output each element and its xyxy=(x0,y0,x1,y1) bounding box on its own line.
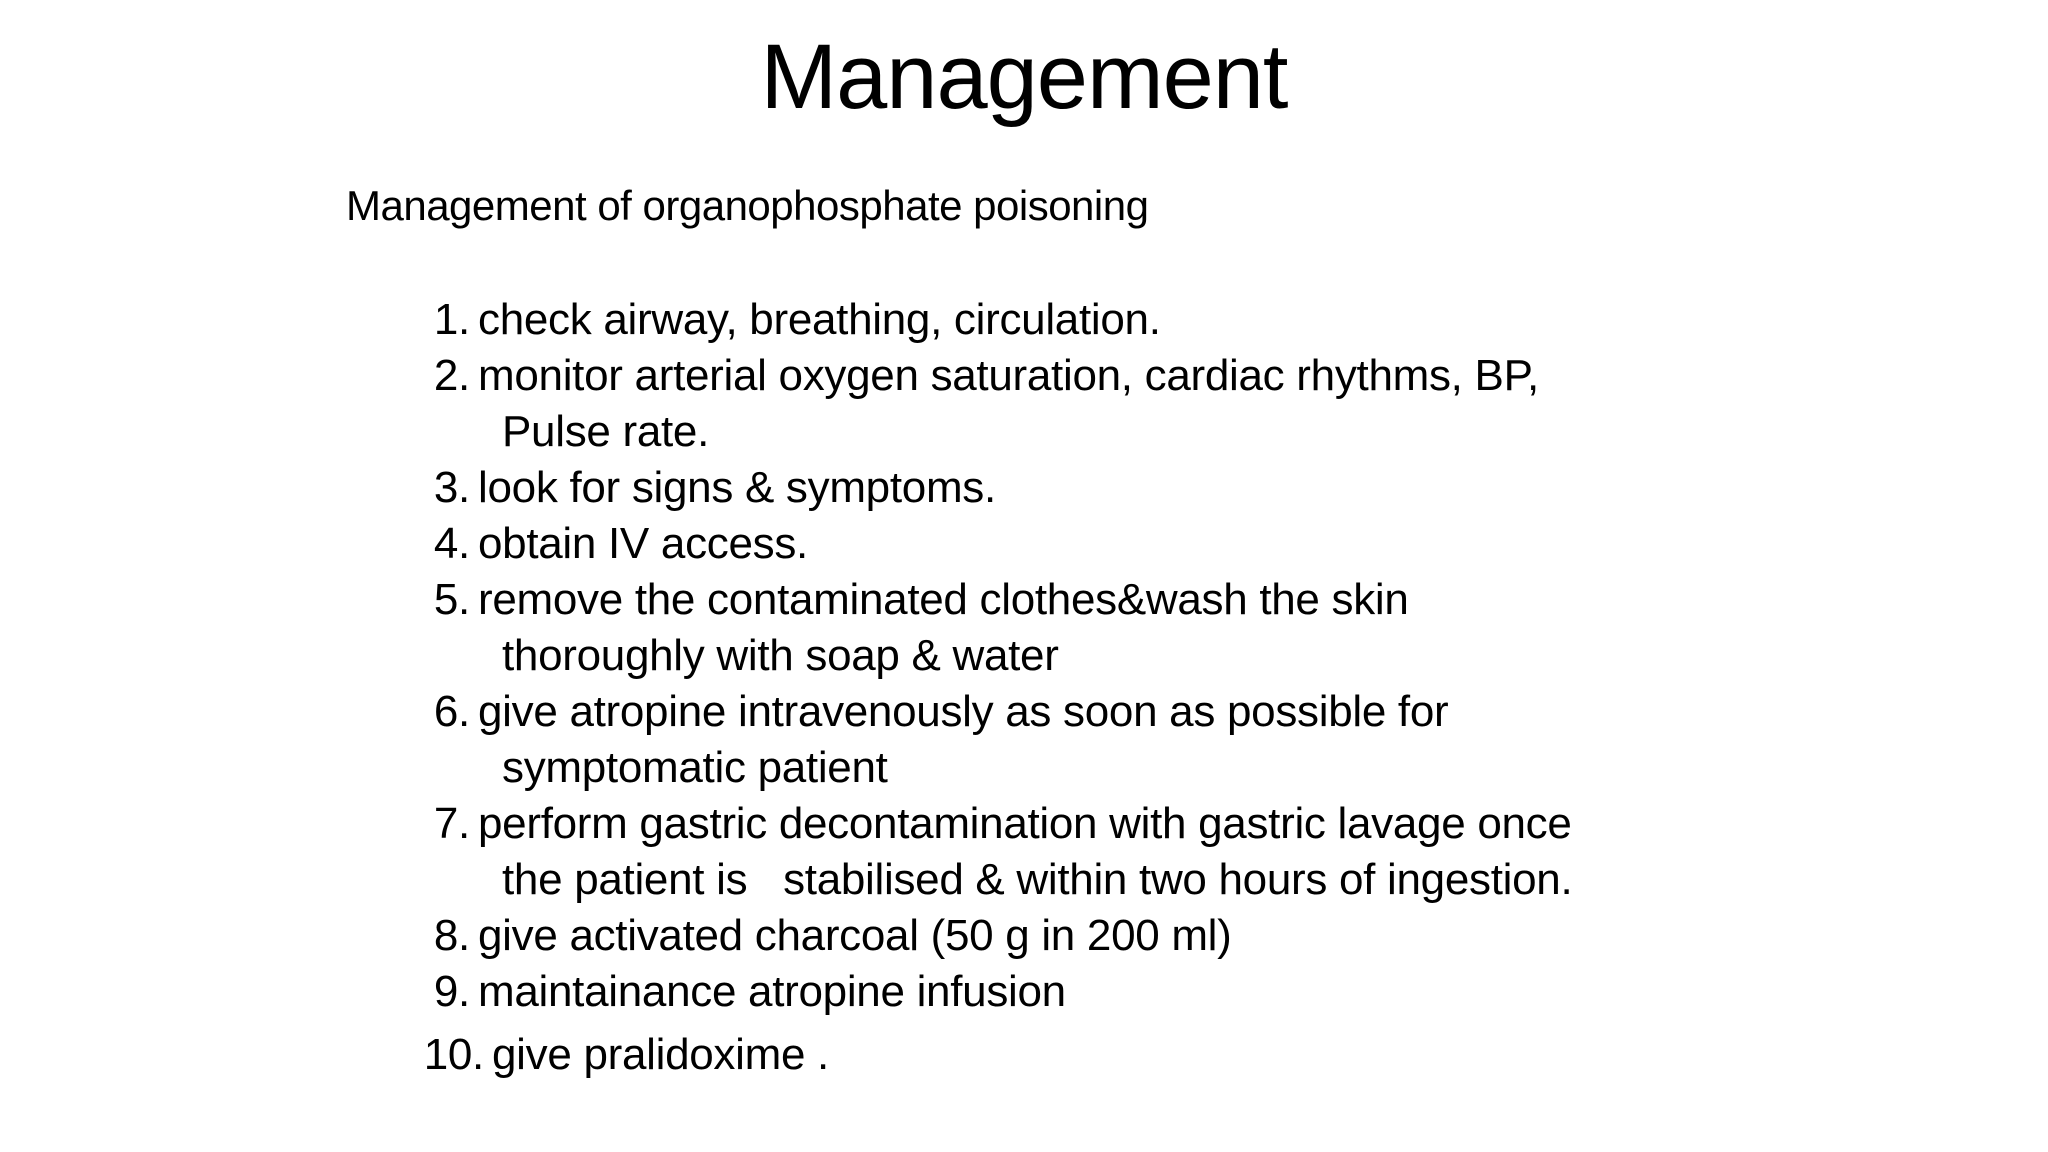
step-number: 3. xyxy=(433,463,470,512)
step-text-continued: Pulse rate. xyxy=(502,407,710,456)
step-item xyxy=(0,460,2048,516)
step-number: 1. xyxy=(433,295,470,344)
step-item xyxy=(0,292,2048,348)
step-text: perform gastric decontamination with gastric lavage once xyxy=(478,799,1572,848)
slide-subtitle: Management of organophosphate poisoning xyxy=(346,182,1149,229)
step-text: maintainance atropine infusion xyxy=(478,967,1066,1016)
slide-title: Management xyxy=(760,26,1288,128)
step-text: give activated charcoal (50 g in 200 ml) xyxy=(478,911,1232,960)
step-number: 4. xyxy=(433,519,470,568)
step-text: monitor arterial oxygen saturation, cardiac rhythms, BP, xyxy=(478,351,1539,400)
step-number: 9. xyxy=(433,967,470,1016)
step-text: give pralidoxime . xyxy=(492,1030,829,1079)
step-number: 2. xyxy=(433,351,470,400)
step-text: check airway, breathing, circulation. xyxy=(478,295,1161,344)
step-text-continued: symptomatic patient xyxy=(502,743,888,792)
step-item xyxy=(0,572,2048,684)
step-text: remove the contaminated clothes&wash the skin xyxy=(478,575,1409,624)
step-number: 10. xyxy=(423,1030,484,1079)
step-item xyxy=(0,684,2048,796)
step-text: look for signs & symptoms. xyxy=(478,463,996,512)
step-item xyxy=(0,348,2048,460)
step-item xyxy=(0,1027,2048,1083)
step-item xyxy=(0,796,2048,908)
step-text-continued: thoroughly with soap & water xyxy=(502,631,1059,680)
step-text-continued: the patient is stabilised & within two hours of ingestion. xyxy=(502,855,1573,904)
step-number: 6. xyxy=(433,687,470,736)
management-steps-list xyxy=(0,292,2048,1083)
step-number: 5. xyxy=(433,575,470,624)
step-number: 7. xyxy=(433,799,470,848)
step-text: obtain IV access. xyxy=(478,519,808,568)
step-item xyxy=(0,908,2048,964)
step-text: give atropine intravenously as soon as possible for xyxy=(478,687,1449,736)
step-number: 8. xyxy=(433,911,470,960)
step-item xyxy=(0,964,2048,1020)
step-item xyxy=(0,516,2048,572)
